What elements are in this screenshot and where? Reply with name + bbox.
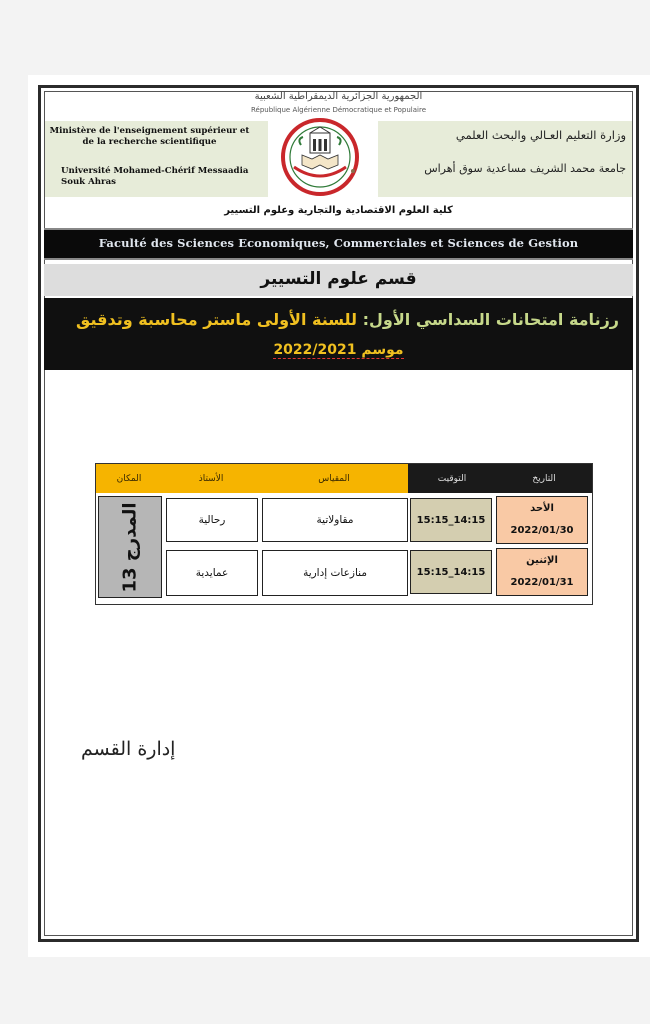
university-french xyxy=(47,166,257,188)
republic-french: République Algérienne Démocratique et Populaire xyxy=(250,106,427,114)
row2-day: الإثنين xyxy=(526,555,558,566)
row1-time: 15:15_14:15 xyxy=(410,498,492,542)
room-cell xyxy=(98,496,162,598)
calendar-band xyxy=(44,298,633,370)
department-title: قسم علوم التسيير xyxy=(260,269,417,289)
season-label xyxy=(44,342,633,358)
row1-subject: مقاولاتية xyxy=(262,498,408,542)
ministry-french: Ministère de l'enseignement supérieur et de la recherche scientifique xyxy=(49,126,250,147)
calendar-title-part2: للسنة الأولى ماستر محاسبة وتدقيق xyxy=(76,310,358,329)
header-subject: المقياس xyxy=(260,464,408,493)
exam-schedule-table xyxy=(95,463,593,605)
faculty-arabic: كلية العلوم الاقتصادية والتجارية وعلوم التسيير xyxy=(224,205,453,216)
calendar-title-part1: رزنامة امتحانات السداسي الأول: xyxy=(357,310,619,329)
calendar-title xyxy=(54,310,619,329)
row2-subject: منازعات إدارية xyxy=(262,550,408,596)
faculty-french: Faculté des Sciences Economiques, Commerciales et Sciences de Gestion xyxy=(98,236,579,250)
department-signature: إدارة القسم xyxy=(81,738,176,760)
header-room: المكان xyxy=(96,464,162,493)
faculty-french-band xyxy=(44,228,633,260)
university-french-line2: Souk Ahras xyxy=(61,177,116,187)
university-arabic: جامعة محمد الشريف مساعدية سوق أهراس xyxy=(424,162,626,175)
room-label: المدرج 13 xyxy=(119,501,141,593)
row2-time: 15:15_14:15 xyxy=(410,550,492,594)
row1-date-cell xyxy=(496,496,588,544)
row1-date: 2022/01/30 xyxy=(510,525,574,536)
university-french-line1: Université Mohamed-Chérif Messaadia xyxy=(61,166,249,176)
header-date: التاريخ xyxy=(496,464,592,493)
republic-arabic: الجمهورية الجزائرية الديمقراطية الشعبية xyxy=(254,91,423,102)
row2-date: 2022/01/31 xyxy=(510,577,574,588)
season-text: موسم 2022/2021 xyxy=(273,342,404,358)
department-band xyxy=(44,264,633,296)
ministry-arabic: وزارة التعليم العـالي والبحث العلمي xyxy=(455,128,626,142)
row2-date-cell xyxy=(496,548,588,596)
header-time: التوقيت xyxy=(408,464,496,493)
row1-day: الأحد xyxy=(530,503,554,514)
document-frame xyxy=(38,85,639,942)
university-seal-icon xyxy=(268,115,378,199)
row2-professor: عمايدية xyxy=(166,550,258,596)
row1-professor: رحالية xyxy=(166,498,258,542)
header-professor: الأستاذ xyxy=(162,464,260,493)
